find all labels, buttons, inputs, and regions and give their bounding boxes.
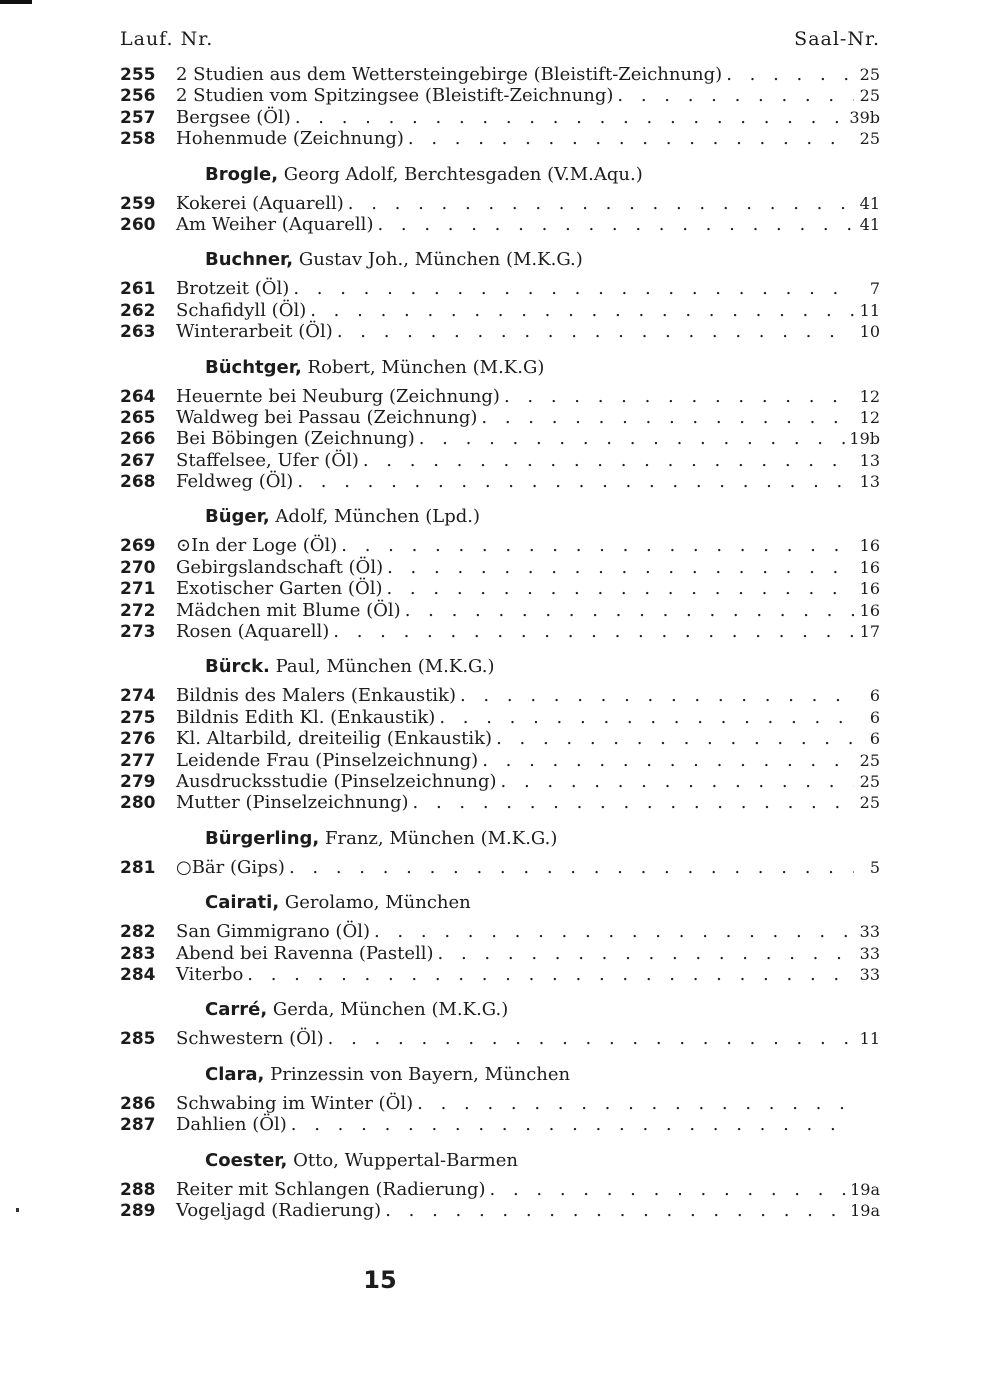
dot-leader (297, 471, 854, 492)
entry-saal-number: 13 (859, 472, 880, 492)
entry-title: Schafidyll (Öl) (176, 299, 307, 321)
dot-leader (293, 278, 854, 299)
entry-title: Winterarbeit (Öl) (176, 321, 333, 343)
entry-number: 287 (120, 1115, 156, 1136)
catalog-page (120, 28, 880, 1221)
entry-title: Bildnis des Malers (Enkaustik) (176, 685, 456, 707)
entry-saal-number: 6 (869, 729, 880, 749)
dot-leader (374, 921, 854, 942)
artist-group (120, 357, 880, 493)
dot-leader (363, 450, 854, 471)
entry-title: Kokerei (Aquarell) (176, 192, 344, 214)
artist-details: Robert, München (M.K.G) (301, 356, 545, 378)
entry-title: Hohenmude (Zeichnung) (176, 128, 404, 150)
entry-number: 258 (120, 129, 156, 150)
entry-saal-number: 16 (859, 579, 880, 599)
artist-details: Paul, München (M.K.G.) (269, 656, 495, 678)
entry-title: Bildnis Edith Kl. (Enkaustik) (176, 706, 436, 728)
catalog-entries (120, 64, 880, 1221)
entry-saal-number: 11 (859, 300, 880, 320)
entry-number: 281 (120, 857, 156, 878)
artist-group (120, 1064, 880, 1136)
catalog-entry (120, 1200, 880, 1221)
entry-title: Vogeljagd (Radierung) (176, 1199, 382, 1221)
entry-number: 263 (120, 322, 156, 343)
dot-leader (496, 728, 854, 749)
catalog-entry (120, 1179, 880, 1200)
entry-saal-number: 41 (859, 193, 880, 213)
entry-number: 285 (120, 1029, 156, 1050)
dot-leader (247, 964, 854, 985)
dot-leader (439, 707, 854, 728)
artist-surname: Carré, (205, 999, 268, 1021)
entry-number: 279 (120, 771, 156, 792)
artist-surname: Büchtger, (205, 356, 302, 378)
entry-number: 260 (120, 214, 156, 235)
catalog-entry (120, 386, 880, 407)
catalog-entry (120, 557, 880, 578)
dot-leader (333, 621, 854, 642)
dot-leader (490, 1179, 847, 1200)
entry-number: 275 (120, 707, 156, 728)
dot-leader (387, 557, 854, 578)
entry-number: 272 (120, 600, 156, 621)
entry-saal-number: 19b (849, 429, 880, 449)
scan-edge-mark (0, 0, 32, 4)
entry-saal-number: 10 (859, 322, 880, 342)
dot-leader (328, 1028, 854, 1049)
catalog-entry (120, 128, 880, 149)
dot-leader (408, 128, 854, 149)
entry-number: 266 (120, 429, 156, 450)
artist-heading (205, 1150, 880, 1171)
entry-saal-number: 16 (859, 600, 880, 620)
artist-details: Otto, Wuppertal-Barmen (287, 1149, 518, 1171)
entry-saal-number: 33 (859, 964, 880, 984)
entry-title: Abend bei Ravenna (Pastell) (176, 942, 434, 964)
dot-leader (295, 107, 846, 128)
entry-saal-number: 33 (859, 922, 880, 942)
catalog-entry (120, 1028, 880, 1049)
artist-surname: Bürck. (205, 656, 270, 678)
catalog-entry (120, 600, 880, 621)
entry-number: 286 (120, 1093, 156, 1114)
entry-title: 2 Studien vom Spitzingsee (Bleistift-Zeichnung) (176, 85, 614, 107)
artist-group (120, 249, 880, 342)
entry-title: Leidende Frau (Pinselzeichnung) (176, 749, 479, 771)
dot-leader (501, 771, 854, 792)
header-saal-nr: Saal-Nr. (794, 28, 880, 50)
dot-leader (460, 685, 854, 706)
catalog-entry (120, 621, 880, 642)
entry-number: 269 (120, 536, 156, 557)
artist-heading (205, 1064, 880, 1085)
entry-saal-number: 25 (859, 793, 880, 813)
artist-surname: Coester, (205, 1149, 288, 1171)
entry-number: 255 (120, 65, 156, 85)
entry-saal-number: 25 (859, 771, 880, 791)
entry-title: San Gimmigrano (Öl) (176, 921, 370, 943)
artist-group (120, 1150, 880, 1222)
catalog-entry (120, 1093, 880, 1114)
artist-details: Georg Adolf, Berchtesgaden (V.M.Aqu.) (278, 163, 643, 185)
entry-number: 273 (120, 622, 156, 643)
artist-surname: Buchner, (205, 249, 294, 271)
catalog-entry (120, 857, 880, 878)
catalog-entry (120, 278, 880, 299)
entry-title: Bergsee (Öl) (176, 106, 291, 128)
artist-heading (205, 656, 880, 677)
catalog-entry (120, 407, 880, 428)
entry-number: 270 (120, 557, 156, 578)
entry-number: 282 (120, 922, 156, 943)
catalog-entry (120, 943, 880, 964)
artist-group (120, 506, 880, 642)
artist-surname: Bürgerling, (205, 827, 320, 849)
catalog-entry (120, 107, 880, 128)
dot-leader (291, 1114, 854, 1135)
entry-saal-number: 25 (859, 750, 880, 770)
entry-number: 261 (120, 279, 156, 300)
catalog-entry (120, 964, 880, 985)
entry-title: Exotischer Garten (Öl) (176, 578, 383, 600)
page-number: 15 (363, 1266, 397, 1294)
artist-heading (205, 892, 880, 913)
entry-title: Mutter (Pinselzeichnung) (176, 792, 409, 814)
entry-number: 289 (120, 1200, 156, 1221)
entry-title: Kl. Altarbild, dreiteilig (Enkaustik) (176, 728, 493, 750)
artist-details: Gerolamo, München (279, 892, 471, 914)
catalog-entry (120, 792, 880, 813)
dot-leader (377, 214, 854, 235)
entry-title: Heuernte bei Neuburg (Zeichnung) (176, 385, 500, 407)
artist-surname: Büger, (205, 506, 270, 528)
dot-leader (405, 600, 854, 621)
catalog-entry (120, 750, 880, 771)
entry-title: Reiter mit Schlangen (Radierung) (176, 1178, 486, 1200)
dot-leader (310, 300, 854, 321)
entry-saal-number: 7 (869, 279, 880, 299)
column-header (120, 28, 880, 50)
entry-number: 262 (120, 300, 156, 321)
dot-leader (413, 792, 855, 813)
artist-heading (205, 249, 880, 270)
catalog-entry (120, 300, 880, 321)
catalog-entry (120, 214, 880, 235)
entry-saal-number: 25 (859, 65, 880, 84)
header-lauf-nr: Lauf. Nr. (120, 28, 214, 50)
artist-group (120, 892, 880, 985)
artist-heading (205, 506, 880, 527)
catalog-entry (120, 193, 880, 214)
entry-title: ⊙In der Loge (Öl) (176, 535, 338, 557)
artist-group (120, 999, 880, 1049)
entry-saal-number: 12 (859, 386, 880, 406)
entry-saal-number: 11 (859, 1029, 880, 1049)
entry-number: 267 (120, 450, 156, 471)
entry-number: 271 (120, 579, 156, 600)
catalog-entry (120, 578, 880, 599)
artist-surname: Brogle, (205, 163, 279, 185)
entry-number: 283 (120, 943, 156, 964)
entry-title: Schwestern (Öl) (176, 1028, 324, 1050)
artist-surname: Cairati, (205, 892, 280, 914)
catalog-entry (120, 728, 880, 749)
entry-title: Schwabing im Winter (Öl) (176, 1092, 414, 1114)
dot-leader (726, 64, 854, 85)
entry-number: 274 (120, 686, 156, 707)
catalog-entry (120, 1114, 880, 1135)
catalog-entry (120, 535, 880, 556)
catalog-entry (120, 85, 880, 106)
entry-title: Brotzeit (Öl) (176, 278, 290, 300)
artist-heading (205, 999, 880, 1020)
dot-leader (419, 428, 846, 449)
entry-saal-number: 5 (869, 857, 880, 877)
dot-leader (385, 1200, 846, 1221)
artist-details: Gustav Joh., München (M.K.G.) (293, 249, 583, 271)
catalog-entry (120, 707, 880, 728)
artist-heading (205, 357, 880, 378)
dot-leader (504, 386, 854, 407)
dot-leader (341, 535, 854, 556)
entry-saal-number: 6 (869, 686, 880, 706)
artist-details: Franz, München (M.K.G.) (319, 827, 558, 849)
entry-number: 264 (120, 386, 156, 407)
artist-group (120, 164, 880, 236)
dot-leader (289, 857, 854, 878)
entry-saal-number: 33 (859, 943, 880, 963)
entry-saal-number: 17 (859, 622, 880, 642)
catalog-entry (120, 771, 880, 792)
entry-saal-number: 13 (859, 450, 880, 470)
artist-details: Adolf, München (Lpd.) (269, 506, 481, 528)
entry-saal-number: 6 (869, 707, 880, 727)
dot-leader (337, 321, 854, 342)
catalog-entry (120, 471, 880, 492)
entry-saal-number: 19a (850, 1179, 880, 1199)
entry-saal-number: 25 (859, 129, 880, 149)
artist-group (120, 656, 880, 813)
entry-number: 259 (120, 193, 156, 214)
dot-leader (438, 943, 854, 964)
catalog-entry (120, 428, 880, 449)
dot-leader (417, 1093, 854, 1114)
dot-leader (617, 85, 854, 106)
catalog-entry (120, 64, 880, 85)
scan-speck (16, 1208, 19, 1212)
entry-title: ○Bär (Gips) (176, 856, 285, 878)
dot-leader (386, 578, 854, 599)
entry-title: 2 Studien aus dem Wettersteingebirge (Bleistift-Zeichnung) (176, 64, 723, 85)
entry-number: 276 (120, 729, 156, 750)
catalog-entry (120, 450, 880, 471)
entry-saal-number: 12 (859, 407, 880, 427)
entry-title: Staffelsee, Ufer (Öl) (176, 449, 359, 471)
entry-title: Bei Böbingen (Zeichnung) (176, 428, 415, 450)
catalog-entry (120, 921, 880, 942)
entry-saal-number: 25 (859, 86, 880, 106)
entry-title: Feldweg (Öl) (176, 471, 294, 493)
entry-saal-number: 39b (849, 107, 880, 127)
entry-saal-number: 19a (850, 1200, 880, 1220)
artist-heading (205, 164, 880, 185)
entry-number: 256 (120, 86, 156, 107)
dot-leader (481, 407, 854, 428)
artist-group (120, 64, 880, 150)
dot-leader (348, 193, 854, 214)
entry-title: Rosen (Aquarell) (176, 621, 330, 643)
entry-number: 268 (120, 472, 156, 493)
entry-title: Gebirgslandschaft (Öl) (176, 556, 384, 578)
entry-saal-number: 16 (859, 557, 880, 577)
catalog-entry (120, 321, 880, 342)
entry-number: 265 (120, 407, 156, 428)
entry-saal-number: 41 (859, 214, 880, 234)
artist-heading (205, 828, 880, 849)
entry-number: 288 (120, 1179, 156, 1200)
entry-saal-number: 16 (859, 536, 880, 556)
entry-number: 257 (120, 107, 156, 128)
artist-details: Gerda, München (M.K.G.) (267, 999, 509, 1021)
entry-number: 280 (120, 793, 156, 814)
artist-details: Prinzessin von Bayern, München (264, 1063, 571, 1085)
artist-group (120, 828, 880, 878)
entry-title: Dahlien (Öl) (176, 1114, 287, 1136)
entry-number: 284 (120, 964, 156, 985)
entry-title: Viterbo (176, 963, 244, 985)
entry-title: Mädchen mit Blume (Öl) (176, 599, 401, 621)
entry-title: Waldweg bei Passau (Zeichnung) (176, 406, 478, 428)
entry-number: 277 (120, 750, 156, 771)
dot-leader (482, 750, 854, 771)
entry-title: Am Weiher (Aquarell) (176, 213, 374, 235)
entry-title: Ausdrucksstudie (Pinselzeichnung) (176, 770, 497, 792)
artist-surname: Clara, (205, 1063, 265, 1085)
catalog-entry (120, 685, 880, 706)
